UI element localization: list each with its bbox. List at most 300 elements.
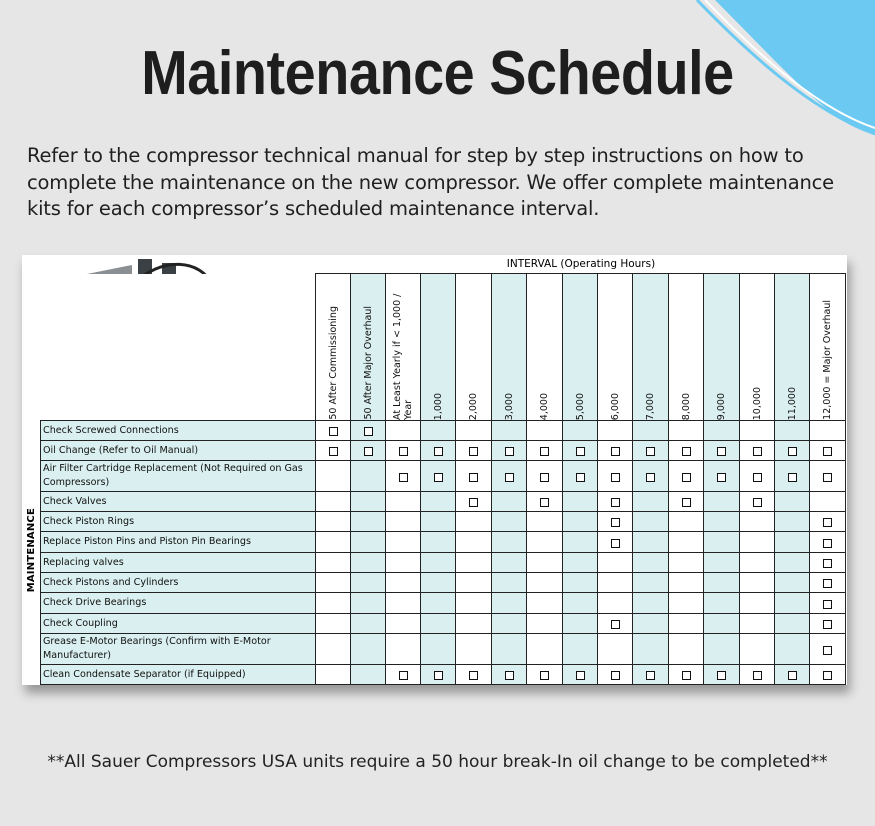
schedule-cell: [810, 614, 846, 634]
column-header: [669, 274, 704, 421]
schedule-cell: [740, 573, 775, 593]
schedule-cell: [775, 532, 810, 553]
checkbox-icon: [823, 447, 832, 456]
schedule-cell: [527, 492, 563, 512]
schedule-cell: [386, 492, 421, 512]
column-header: [386, 274, 421, 421]
column-header: [775, 274, 810, 421]
schedule-cell: [633, 573, 669, 593]
schedule-cell: [527, 512, 563, 532]
task-label: Check Pistons and Cylinders: [41, 573, 316, 593]
checkbox-icon: [682, 671, 691, 680]
schedule-cell: [740, 512, 775, 532]
schedule-cell: [669, 492, 704, 512]
checkbox-icon: [646, 447, 655, 456]
task-label: Check Coupling: [41, 614, 316, 634]
column-label: 50 After Major Overhaul: [362, 306, 374, 420]
checkbox-icon: [540, 498, 549, 507]
schedule-cell: [527, 441, 563, 461]
column-header: [810, 274, 846, 421]
schedule-cell: [633, 634, 669, 665]
schedule-cell: [740, 665, 775, 685]
schedule-cell: [740, 492, 775, 512]
schedule-cell: [351, 573, 386, 593]
checkbox-icon: [823, 559, 832, 568]
schedule-cell: [316, 461, 351, 492]
schedule-cell: [421, 421, 456, 441]
checkbox-icon: [753, 671, 762, 680]
checkbox-icon: [399, 671, 408, 680]
checkbox-icon: [611, 498, 620, 507]
schedule-cell: [740, 441, 775, 461]
schedule-cell: [810, 441, 846, 461]
checkbox-icon: [753, 473, 762, 482]
schedule-cell: [351, 614, 386, 634]
checkbox-icon: [788, 473, 797, 482]
column-header: [704, 274, 740, 421]
checkbox-icon: [329, 447, 338, 456]
schedule-cell: [456, 634, 492, 665]
schedule-cell: [669, 441, 704, 461]
schedule-cell: [563, 532, 598, 553]
schedule-cell: [386, 614, 421, 634]
schedule-cell: [421, 512, 456, 532]
schedule-cell: [563, 441, 598, 461]
schedule-cell: [598, 593, 633, 614]
checkbox-icon: [823, 473, 832, 482]
schedule-cell: [386, 421, 421, 441]
table-row: [41, 461, 846, 492]
schedule-cell: [421, 634, 456, 665]
schedule-cell: [704, 665, 740, 685]
column-label: 2,000: [468, 392, 479, 420]
schedule-cell: [633, 512, 669, 532]
schedule-cell: [704, 492, 740, 512]
column-header: [421, 274, 456, 421]
schedule-cell: [351, 593, 386, 614]
schedule-cell: [527, 614, 563, 634]
schedule-cell: [704, 441, 740, 461]
schedule-cell: [633, 665, 669, 685]
schedule-cell: [775, 461, 810, 492]
table-row: [41, 421, 846, 441]
schedule-cell: [421, 593, 456, 614]
schedule-cell: [775, 492, 810, 512]
column-label: At Least Yearly if < 1,000 / Year: [392, 293, 414, 420]
schedule-cell: [492, 634, 527, 665]
maintenance-rows: [41, 421, 846, 685]
schedule-cell: [316, 593, 351, 614]
schedule-cell: [704, 421, 740, 441]
schedule-cell: [598, 461, 633, 492]
schedule-cell: [775, 512, 810, 532]
schedule-cell: [775, 421, 810, 441]
schedule-cell: [351, 421, 386, 441]
schedule-cell: [810, 593, 846, 614]
schedule-cell: [351, 553, 386, 573]
schedule-cell: [316, 441, 351, 461]
schedule-cell: [527, 573, 563, 593]
schedule-cell: [527, 461, 563, 492]
column-header: [740, 274, 775, 421]
checkbox-icon: [469, 498, 478, 507]
schedule-cell: [669, 553, 704, 573]
column-label: 11,000: [786, 386, 798, 420]
column-header: [351, 274, 386, 421]
maintenance-table-sheet: [22, 255, 847, 685]
schedule-cell: [316, 421, 351, 441]
column-header: [527, 274, 563, 421]
schedule-cell: [775, 665, 810, 685]
schedule-cell: [810, 553, 846, 573]
schedule-cell: [740, 461, 775, 492]
schedule-cell: [633, 492, 669, 512]
schedule-cell: [810, 492, 846, 512]
schedule-cell: [456, 665, 492, 685]
schedule-cell: [669, 532, 704, 553]
schedule-cell: [421, 532, 456, 553]
schedule-cell: [351, 532, 386, 553]
checkbox-icon: [469, 473, 478, 482]
schedule-cell: [527, 532, 563, 553]
checkbox-icon: [540, 447, 549, 456]
schedule-cell: [386, 573, 421, 593]
schedule-cell: [563, 492, 598, 512]
schedule-cell: [775, 593, 810, 614]
interval-title: INTERVAL (Operating Hours): [506, 258, 656, 270]
schedule-cell: [316, 573, 351, 593]
table-row: [41, 553, 846, 573]
schedule-cell: [633, 532, 669, 553]
schedule-cell: [740, 614, 775, 634]
maintenance-grid: [40, 273, 846, 685]
schedule-cell: [775, 553, 810, 573]
schedule-cell: [456, 593, 492, 614]
checkbox-icon: [469, 671, 478, 680]
schedule-cell: [669, 461, 704, 492]
checkbox-icon: [434, 671, 443, 680]
schedule-cell: [563, 593, 598, 614]
schedule-cell: [456, 553, 492, 573]
schedule-cell: [598, 492, 633, 512]
checkbox-icon: [682, 473, 691, 482]
table-row: [41, 492, 846, 512]
column-label: 8,000: [680, 392, 692, 420]
schedule-cell: [563, 665, 598, 685]
checkbox-icon: [823, 600, 832, 609]
checkbox-icon: [717, 473, 726, 482]
footnote: **All Sauer Compressors USA units require a 50 hour break-In oil change to be completed**: [47, 752, 828, 772]
checkbox-icon: [823, 518, 832, 527]
checkbox-icon: [682, 498, 691, 507]
schedule-cell: [598, 512, 633, 532]
schedule-cell: [492, 553, 527, 573]
schedule-cell: [316, 614, 351, 634]
task-label: Grease E-Motor Bearings (Confirm with E-Motor Manufacturer): [41, 634, 316, 665]
column-label: 6,000: [609, 392, 621, 420]
schedule-cell: [492, 593, 527, 614]
checkbox-icon: [611, 620, 620, 629]
schedule-cell: [740, 634, 775, 665]
schedule-cell: [704, 614, 740, 634]
schedule-cell: [633, 593, 669, 614]
schedule-cell: [421, 441, 456, 461]
checkbox-icon: [540, 671, 549, 680]
schedule-cell: [492, 441, 527, 461]
schedule-cell: [563, 512, 598, 532]
schedule-cell: [598, 665, 633, 685]
schedule-cell: [386, 665, 421, 685]
schedule-cell: [669, 614, 704, 634]
schedule-cell: [633, 421, 669, 441]
schedule-cell: [740, 421, 775, 441]
checkbox-icon: [611, 671, 620, 680]
checkbox-icon: [434, 447, 443, 456]
schedule-cell: [704, 553, 740, 573]
column-label: 5,000: [574, 392, 586, 420]
task-label: Replace Piston Pins and Piston Pin Bearings: [41, 532, 316, 553]
schedule-cell: [633, 553, 669, 573]
column-header: [456, 274, 492, 421]
schedule-cell: [492, 461, 527, 492]
column-header: [492, 274, 527, 421]
schedule-cell: [563, 573, 598, 593]
schedule-cell: [669, 512, 704, 532]
checkbox-icon: [823, 539, 832, 548]
checkbox-icon: [364, 427, 373, 436]
table-row: [41, 665, 846, 685]
schedule-cell: [386, 532, 421, 553]
schedule-cell: [704, 593, 740, 614]
schedule-cell: [316, 553, 351, 573]
checkbox-icon: [540, 473, 549, 482]
schedule-cell: [316, 492, 351, 512]
schedule-cell: [704, 512, 740, 532]
checkbox-icon: [434, 473, 443, 482]
schedule-cell: [386, 512, 421, 532]
schedule-cell: [810, 634, 846, 665]
schedule-cell: [316, 532, 351, 553]
schedule-cell: [740, 553, 775, 573]
schedule-cell: [810, 512, 846, 532]
schedule-cell: [775, 441, 810, 461]
schedule-cell: [421, 553, 456, 573]
schedule-cell: [527, 634, 563, 665]
column-header: [316, 274, 351, 421]
column-header: [633, 274, 669, 421]
checkbox-icon: [753, 498, 762, 507]
checkbox-icon: [611, 447, 620, 456]
checkbox-icon: [611, 518, 620, 527]
checkbox-icon: [823, 646, 832, 655]
schedule-cell: [456, 573, 492, 593]
schedule-cell: [386, 441, 421, 461]
schedule-cell: [351, 665, 386, 685]
schedule-cell: [386, 593, 421, 614]
task-label: Oil Change (Refer to Oil Manual): [41, 441, 316, 461]
schedule-cell: [386, 461, 421, 492]
checkbox-icon: [399, 447, 408, 456]
checkbox-icon: [611, 539, 620, 548]
schedule-cell: [386, 553, 421, 573]
schedule-cell: [598, 532, 633, 553]
column-label: 10,000: [751, 386, 763, 420]
schedule-cell: [704, 634, 740, 665]
schedule-cell: [775, 614, 810, 634]
schedule-cell: [456, 461, 492, 492]
schedule-cell: [527, 421, 563, 441]
checkbox-icon: [576, 473, 585, 482]
schedule-cell: [775, 634, 810, 665]
checkbox-icon: [505, 447, 514, 456]
checkbox-icon: [399, 473, 408, 482]
table-row: [41, 614, 846, 634]
schedule-cell: [351, 512, 386, 532]
schedule-cell: [421, 492, 456, 512]
column-label: 12,000 = Major Overhaul: [822, 300, 833, 420]
column-label: 9,000: [716, 392, 727, 420]
column-header: [563, 274, 598, 421]
table-row: [41, 441, 846, 461]
schedule-cell: [669, 421, 704, 441]
schedule-cell: [810, 665, 846, 685]
schedule-cell: [527, 553, 563, 573]
schedule-cell: [351, 441, 386, 461]
task-label: Clean Condensate Separator (if Equipped): [41, 665, 316, 685]
column-label: 4,000: [539, 392, 550, 420]
checkbox-icon: [646, 671, 655, 680]
task-label: Check Piston Rings: [41, 512, 316, 532]
task-label: Replacing valves: [41, 553, 316, 573]
schedule-cell: [563, 553, 598, 573]
task-label: Air Filter Cartridge Replacement (Not Required on Gas Compressors): [41, 461, 316, 492]
checkbox-icon: [823, 620, 832, 629]
checkbox-icon: [788, 671, 797, 680]
schedule-cell: [492, 532, 527, 553]
table-row: [41, 532, 846, 553]
schedule-cell: [456, 421, 492, 441]
task-label: Check Drive Bearings: [41, 593, 316, 614]
table-row: [41, 573, 846, 593]
column-label: 50 After Commissioning: [327, 306, 339, 420]
schedule-cell: [598, 614, 633, 634]
schedule-cell: [669, 573, 704, 593]
schedule-cell: [563, 421, 598, 441]
checkbox-icon: [576, 447, 585, 456]
checkbox-icon: [717, 671, 726, 680]
schedule-cell: [456, 614, 492, 634]
schedule-cell: [316, 665, 351, 685]
schedule-cell: [421, 665, 456, 685]
schedule-cell: [598, 441, 633, 461]
schedule-cell: [316, 634, 351, 665]
checkbox-icon: [823, 579, 832, 588]
schedule-cell: [351, 634, 386, 665]
schedule-cell: [563, 634, 598, 665]
schedule-cell: [563, 614, 598, 634]
intro-paragraph: Refer to the compressor technical manual for step by step instructions on how to complete the maintenance on the new compressor. We offer complete maintenance kits for each compressor’s scheduled maintenance interval.: [27, 144, 834, 220]
checkbox-icon: [329, 427, 338, 436]
checkbox-icon: [576, 671, 585, 680]
schedule-cell: [492, 421, 527, 441]
checkbox-icon: [823, 671, 832, 680]
checkbox-icon: [505, 671, 514, 680]
page-title: Maintenance Schedule: [141, 39, 734, 108]
column-label: 7,000: [645, 392, 656, 420]
schedule-cell: [351, 492, 386, 512]
schedule-cell: [527, 593, 563, 614]
column-label: 3,000: [503, 392, 515, 420]
table-row: [41, 593, 846, 614]
schedule-cell: [386, 634, 421, 665]
schedule-cell: [669, 593, 704, 614]
schedule-cell: [775, 573, 810, 593]
schedule-cell: [492, 492, 527, 512]
schedule-cell: [527, 665, 563, 685]
schedule-cell: [633, 441, 669, 461]
schedule-cell: [810, 461, 846, 492]
checkbox-icon: [682, 447, 691, 456]
checkbox-icon: [646, 473, 655, 482]
schedule-cell: [421, 573, 456, 593]
schedule-cell: [633, 461, 669, 492]
schedule-cell: [810, 421, 846, 441]
schedule-cell: [421, 614, 456, 634]
column-header-row: [41, 274, 846, 421]
maintenance-section-label: MAINTENANCE: [25, 507, 37, 593]
schedule-cell: [421, 461, 456, 492]
checkbox-icon: [611, 473, 620, 482]
schedule-cell: [598, 421, 633, 441]
schedule-cell: [492, 573, 527, 593]
schedule-cell: [810, 532, 846, 553]
schedule-cell: [351, 461, 386, 492]
schedule-cell: [456, 532, 492, 553]
schedule-cell: [598, 553, 633, 573]
column-label: 1,000: [432, 392, 444, 420]
schedule-cell: [492, 665, 527, 685]
schedule-cell: [810, 573, 846, 593]
checkbox-icon: [717, 447, 726, 456]
checkbox-icon: [505, 473, 514, 482]
schedule-cell: [492, 614, 527, 634]
checkbox-icon: [753, 447, 762, 456]
schedule-cell: [740, 593, 775, 614]
task-label: Check Valves: [41, 492, 316, 512]
checkbox-icon: [364, 447, 373, 456]
schedule-cell: [598, 634, 633, 665]
schedule-cell: [456, 492, 492, 512]
schedule-cell: [563, 461, 598, 492]
checkbox-icon: [788, 447, 797, 456]
column-header: [598, 274, 633, 421]
corner-blank: [41, 274, 316, 421]
schedule-cell: [456, 512, 492, 532]
task-label: Check Screwed Connections: [41, 421, 316, 441]
table-row: [41, 634, 846, 665]
schedule-cell: [740, 532, 775, 553]
schedule-cell: [492, 512, 527, 532]
schedule-cell: [316, 512, 351, 532]
schedule-cell: [456, 441, 492, 461]
schedule-cell: [633, 614, 669, 634]
schedule-cell: [669, 665, 704, 685]
schedule-cell: [704, 461, 740, 492]
schedule-cell: [669, 634, 704, 665]
table-row: [41, 512, 846, 532]
schedule-cell: [598, 573, 633, 593]
schedule-cell: [704, 573, 740, 593]
